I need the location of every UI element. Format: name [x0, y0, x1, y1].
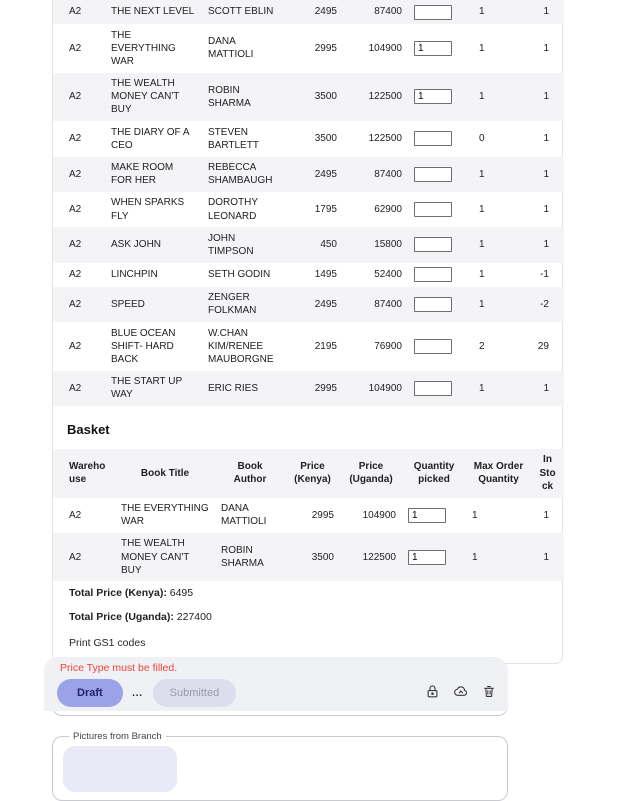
- cell-book-author: ERIC RIES: [208, 382, 259, 394]
- trash-button[interactable]: [482, 684, 496, 702]
- cell-price-kenya: 3500: [314, 91, 337, 103]
- cell-book-author: SETH GODIN: [208, 269, 271, 281]
- cell-book-title: THE WEALTH MONEY CAN'T BUY: [111, 78, 180, 116]
- draft-button[interactable]: Draft: [57, 679, 123, 707]
- table-row: [53, 192, 564, 227]
- table-row: [53, 24, 564, 73]
- cell-book-author: DANA MATTIOLI: [208, 36, 254, 61]
- col-in-stock: In Stock: [539, 454, 556, 492]
- cell-in-stock: 1: [543, 509, 549, 521]
- cell-max-order: 1: [479, 239, 485, 251]
- bottom-toolbar: [44, 657, 508, 711]
- basket-table: [53, 449, 564, 582]
- cell-book-title: THE START UP WAY: [111, 376, 182, 401]
- cell-warehouse: A2: [69, 91, 82, 103]
- quantity-picked-input[interactable]: [414, 41, 452, 56]
- lock-button[interactable]: [425, 684, 440, 702]
- quantity-picked-input[interactable]: [414, 202, 452, 217]
- cell-in-stock: 1: [543, 239, 549, 251]
- total-price-uganda-value: 227400: [176, 611, 212, 624]
- cell-warehouse: A2: [69, 133, 82, 145]
- cell-book-author: JOHN TIMPSON: [208, 232, 254, 257]
- toolbar-actions: [44, 674, 508, 707]
- cell-book-author: ROBIN SHARMA: [221, 544, 264, 570]
- more-options[interactable]: …: [131, 687, 144, 699]
- cell-book-title: ASK JOHN: [111, 239, 162, 251]
- quantity-picked-input[interactable]: [414, 5, 452, 20]
- cell-in-stock: 1: [543, 133, 549, 145]
- cell-price-kenya: 2995: [311, 509, 334, 521]
- cell-warehouse: A2: [69, 269, 82, 281]
- cell-in-stock: 1: [543, 551, 549, 563]
- cell-warehouse: A2: [69, 168, 82, 180]
- total-price-kenya-value: 6495: [169, 587, 194, 600]
- total-price-uganda: [69, 611, 546, 623]
- cell-price-uganda: 87400: [374, 6, 402, 18]
- cell-warehouse: A2: [69, 239, 82, 251]
- order-card: [52, 0, 563, 664]
- cell-max-order: 1: [472, 551, 478, 563]
- table-row: [53, 287, 564, 322]
- totals: [53, 581, 562, 623]
- cell-price-uganda: 122500: [368, 133, 402, 145]
- cell-price-uganda: 15800: [374, 239, 402, 251]
- quantity-picked-input[interactable]: [408, 550, 446, 565]
- cell-in-stock: 1: [543, 382, 549, 394]
- table-row: [53, 121, 564, 156]
- col-book-title: Book Title: [140, 467, 190, 479]
- cell-price-uganda: 87400: [374, 298, 402, 310]
- lock-icon: [425, 684, 440, 702]
- cell-book-title: WHEN SPARKS FLY: [111, 197, 185, 222]
- pictures-from-branch-field: [52, 731, 508, 801]
- cell-book-title: LINCHPIN: [111, 269, 158, 281]
- cell-price-kenya: 2195: [314, 340, 337, 352]
- quantity-picked-input[interactable]: [414, 131, 452, 146]
- cell-book-author: SCOTT EBLIN: [208, 6, 274, 18]
- basket-header-row: [53, 449, 564, 498]
- quantity-picked-input[interactable]: [414, 167, 452, 182]
- col-price-uganda: Price (Uganda): [349, 461, 393, 486]
- cell-max-order: 1: [479, 298, 485, 310]
- cell-book-author: STEVEN BARTLETT: [208, 126, 259, 151]
- cell-book-title: THE WEALTH MONEY CAN'T BUY: [121, 538, 190, 576]
- table-row: [53, 322, 564, 371]
- cell-in-stock: 1: [543, 91, 549, 103]
- cell-price-uganda: 76900: [374, 340, 402, 352]
- cell-book-title: BLUE OCEAN SHIFT- HARD BACK: [111, 327, 176, 365]
- cell-in-stock: -2: [540, 298, 549, 310]
- quantity-picked-input[interactable]: [414, 339, 452, 354]
- cell-price-kenya: 1495: [314, 269, 337, 281]
- cell-warehouse: A2: [69, 382, 82, 394]
- cell-book-title: THE NEXT LEVEL: [111, 6, 195, 18]
- cell-book-author: DOROTHY LEONARD: [208, 197, 258, 222]
- trash-icon: [482, 684, 496, 702]
- cell-warehouse: A2: [69, 298, 82, 310]
- cell-book-author: DANA MATTIOLI: [221, 503, 267, 528]
- cell-warehouse: A2: [69, 203, 82, 215]
- table-row: [53, 263, 564, 287]
- table-row: [53, 73, 564, 122]
- basket-row: [53, 498, 564, 533]
- cell-price-kenya: 450: [320, 239, 337, 251]
- cell-price-kenya: 3500: [311, 551, 334, 563]
- cell-max-order: 1: [479, 382, 485, 394]
- total-price-kenya-label: Total Price (Kenya):: [69, 587, 167, 600]
- cell-price-uganda: 87400: [374, 168, 402, 180]
- total-price-kenya: [69, 587, 546, 599]
- pictures-from-branch-label: Pictures from Branch: [73, 731, 162, 743]
- cell-price-uganda: 52400: [374, 269, 402, 281]
- cell-price-kenya: 1795: [314, 203, 337, 215]
- cell-warehouse: A2: [69, 509, 82, 521]
- cell-book-author: ROBIN SHARMA: [208, 84, 251, 109]
- cell-price-kenya: 2995: [314, 382, 337, 394]
- cell-price-kenya: 2495: [314, 6, 337, 18]
- col-price-kenya: Price (Kenya): [294, 461, 331, 486]
- cell-book-title: THE EVERYTHING WAR: [121, 503, 209, 528]
- cell-book-title: MAKE ROOM FOR HER: [111, 162, 174, 187]
- cell-book-author: W.CHAN KIM/RENEE MAUBORGNE: [208, 327, 274, 365]
- submitted-button[interactable]: Submitted: [153, 679, 237, 707]
- cell-max-order: 1: [479, 6, 485, 18]
- cell-max-order: 1: [479, 42, 485, 54]
- basket-row: [53, 533, 564, 582]
- cell-price-uganda: 104900: [368, 42, 402, 54]
- cell-price-kenya: 2495: [314, 298, 337, 310]
- col-book-author: Book Author: [233, 461, 267, 486]
- cell-warehouse: A2: [69, 340, 82, 352]
- picture-upload-placeholder[interactable]: [63, 746, 177, 792]
- quantity-picked-input[interactable]: [414, 381, 452, 396]
- cell-book-title: THE DIARY OF A CEO: [111, 126, 189, 151]
- quantity-picked-input[interactable]: [414, 267, 452, 282]
- cell-max-order: 1: [479, 203, 485, 215]
- cell-price-uganda: 104900: [368, 382, 402, 394]
- cell-price-kenya: 2995: [314, 42, 337, 54]
- cell-in-stock: 1: [543, 6, 549, 18]
- cloud-icon: [453, 684, 469, 702]
- table-row: [53, 371, 564, 406]
- cell-max-order: 1: [479, 168, 485, 180]
- table-row: [53, 227, 564, 262]
- cell-warehouse: A2: [69, 6, 82, 18]
- cell-warehouse: A2: [69, 42, 82, 54]
- cell-price-uganda: 122500: [362, 551, 396, 563]
- cell-in-stock: 1: [543, 203, 549, 215]
- cell-max-order: 2: [479, 340, 485, 352]
- table-row: [53, 157, 564, 192]
- cell-max-order: 1: [479, 269, 485, 281]
- validation-error: Price Type must be filled.: [60, 662, 178, 674]
- cell-book-title: SPEED: [111, 298, 145, 310]
- cell-price-kenya: 2495: [314, 168, 337, 180]
- cell-price-uganda: 122500: [368, 91, 402, 103]
- col-warehouse: Warehouse: [69, 461, 106, 486]
- cloud-button[interactable]: [453, 684, 469, 702]
- basket-heading: Basket: [67, 421, 110, 437]
- cell-price-uganda: 62900: [374, 203, 402, 215]
- col-quantity-picked: Quantity picked: [413, 461, 455, 486]
- cell-book-title: THE EVERYTHING WAR: [111, 29, 176, 67]
- book-list-table: [53, 0, 564, 406]
- total-price-uganda-label: Total Price (Uganda):: [69, 611, 174, 624]
- print-gs1-codes-link[interactable]: Print GS1 codes: [69, 637, 146, 650]
- cell-in-stock: 29: [537, 340, 549, 352]
- cell-max-order: 1: [479, 91, 485, 103]
- cell-warehouse: A2: [69, 551, 82, 563]
- cell-in-stock: -1: [540, 269, 549, 281]
- quantity-picked-input[interactable]: [414, 89, 452, 104]
- quantity-picked-input[interactable]: [408, 508, 446, 523]
- cell-book-author: ZENGER FOLKMAN: [208, 292, 257, 317]
- quantity-picked-input[interactable]: [414, 297, 452, 312]
- cell-book-author: REBECCA SHAMBAUGH: [208, 162, 273, 187]
- cell-price-kenya: 3500: [314, 133, 337, 145]
- table-row: [53, 0, 564, 24]
- cell-price-uganda: 104900: [362, 509, 396, 521]
- cell-in-stock: 1: [543, 42, 549, 54]
- cell-in-stock: 1: [543, 168, 549, 180]
- col-max-order-quantity: Max Order Quantity: [473, 461, 524, 486]
- cell-max-order: 0: [479, 133, 485, 145]
- cell-max-order: 1: [472, 509, 478, 521]
- quantity-picked-input[interactable]: [414, 237, 452, 252]
